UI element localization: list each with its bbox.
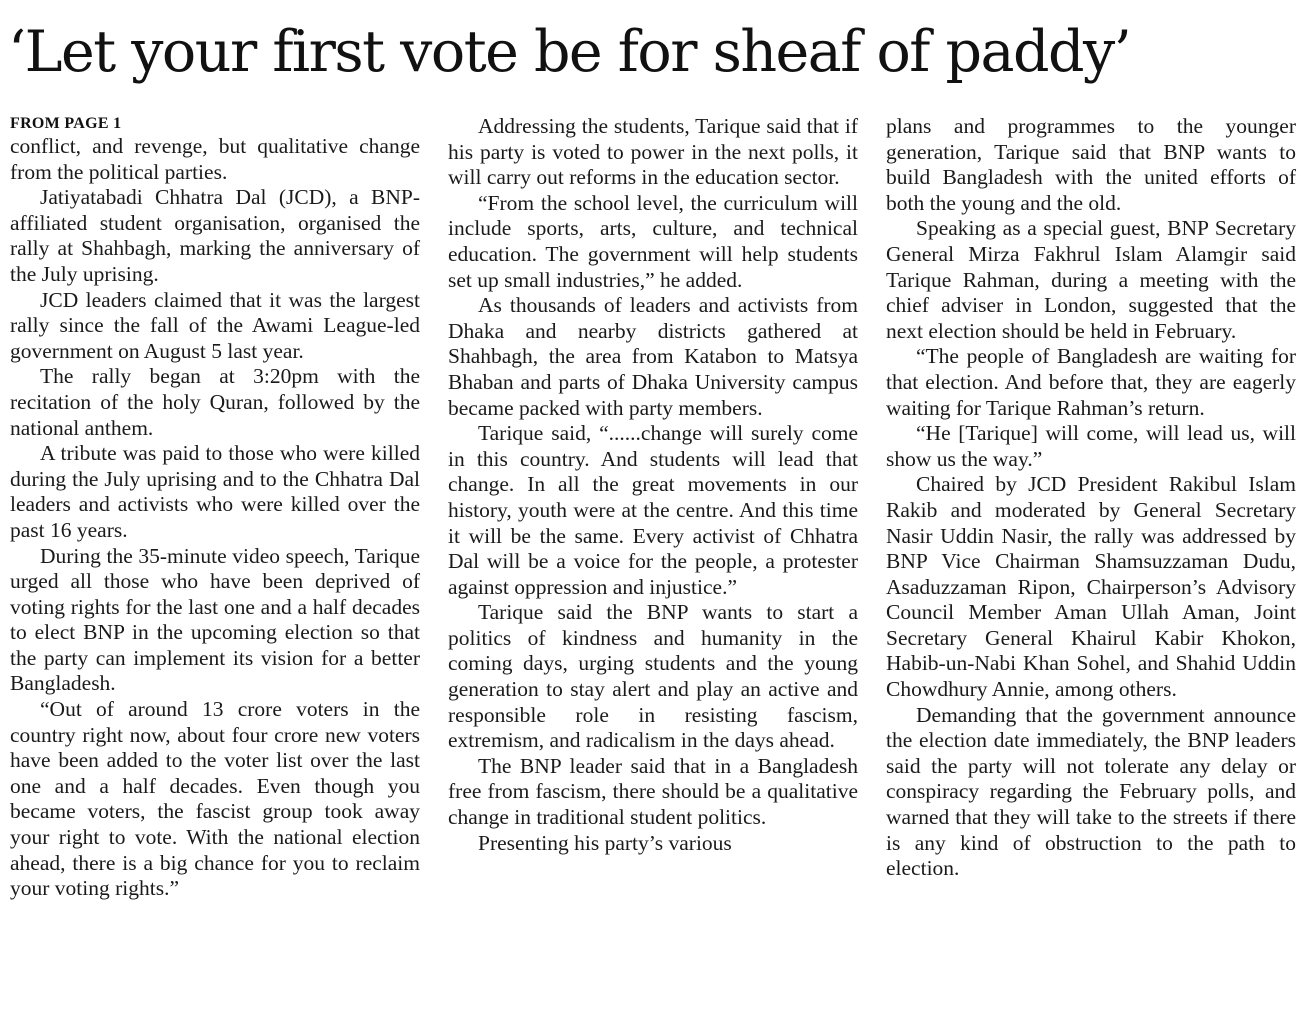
- paragraph: “From the school level, the curriculum will include sports, arts, culture, and technical education. The government will help students set up small industries,” he added.: [448, 190, 858, 292]
- paragraph: conflict, and revenge, but qualitative change from the political parties.: [10, 134, 420, 184]
- paragraph: The rally began at 3:20pm with the recitation of the holy Quran, followed by the national anthem.: [10, 364, 420, 440]
- paragraph: A tribute was paid to those who were killed during the July uprising and to the Chhatra Dal leaders and activists who were killed over the past 16 years.: [10, 441, 420, 542]
- paragraph: Demanding that the government announce the election date immediately, the BNP leaders said the party will not tolerate any delay or conspiracy regarding the February polls, and warned that they will take to the streets if there is any kind of obstruction to the path to election.: [886, 702, 1296, 881]
- paragraph: Chaired by JCD President Rakibul Islam Rakib and moderated by General Secretary Nasir Uddin Nasir, the rally was addressed by BNP Vice Chairman Shamsuzzaman Dudu, Asaduzzaman Ripon, Chairperson’s Advisory Council Member Aman Ullah Aman, Joint Secretary General Khairul Kabir Khokon, Habib-un-Nabi Khan Sohel, and Shahid Uddin Chowdhury Annie, among others.: [886, 472, 1296, 702]
- paragraph: “The people of Bangladesh are waiting for that election. And before that, they are eagerly waiting for Tarique Rahman’s return.: [886, 344, 1296, 420]
- column-1: [10, 114, 420, 902]
- paragraph: During the 35-minute video speech, Tarique urged all those who have been deprived of voting rights for the last one and a half decades to elect BNP in the upcoming election so that the party can implement its vision for a better Bangladesh.: [10, 543, 420, 696]
- paragraph: plans and programmes to the younger generation, Tarique said that BNP wants to build Bangladesh with the united efforts of both the young and the old.: [886, 114, 1296, 215]
- headline: ‘Let your first vote be for sheaf of paddy’: [8, 19, 1131, 85]
- column-3: [886, 114, 1296, 882]
- paragraph: Jatiyatabadi Chhatra Dal (JCD), a BNP-affiliated student organisation, organised the rally at Shahbagh, marking the anniversary of the July uprising.: [10, 185, 420, 286]
- paragraph: The BNP leader said that in a Bangladesh free from fascism, there should be a qualitative change in traditional student politics.: [448, 753, 858, 830]
- paragraph: JCD leaders claimed that it was the largest rally since the fall of the Awami League-led government on August 5 last year.: [10, 287, 420, 363]
- column-2: [448, 114, 858, 856]
- paragraph: As thousands of leaders and activists from Dhaka and nearby districts gathered at Shahbagh, the area from Katabon to Matsya Bhaban and parts of Dhaka University campus became packed with party members.: [448, 293, 858, 420]
- paragraph: “Out of around 13 crore voters in the country right now, about four crore new voters have been added to the voter list over the last one and a half decades. Even though you became voters, the fascist group took away your right to vote. With the national election ahead, there is a big chance for you to reclaim your voting rights.”: [10, 697, 420, 901]
- paragraph: Speaking as a special guest, BNP Secretary General Mirza Fakhrul Islam Alamgir said Tarique Rahman, during a meeting with the chief adviser in London, suggested that the next election should be held in February.: [886, 216, 1296, 343]
- continued-from-kicker: FROM PAGE 1: [10, 115, 122, 132]
- paragraph: Tarique said, “......change will surely come in this country. And students will lead that change. In all the great movements in our history, youth were at the centre. And this time it will be the same. Every activist of Chhatra Dal will be a voice for the people, a protester against oppression and injustice.”: [448, 421, 858, 599]
- article-body: [10, 114, 1296, 1004]
- paragraph: Addressing the students, Tarique said that if his party is voted to power in the next polls, it will carry out reforms in the education sector.: [448, 114, 858, 190]
- paragraph: Tarique said the BNP wants to start a politics of kindness and humanity in the coming days, urging students and the young generation to stay alert and play an active and responsible role in resisting fascism, extremism, and radicalism in the days ahead.: [448, 600, 858, 753]
- paragraph: Presenting his party’s various: [478, 830, 732, 855]
- paragraph: “He [Tarique] will come, will lead us, will show us the way.”: [886, 421, 1296, 471]
